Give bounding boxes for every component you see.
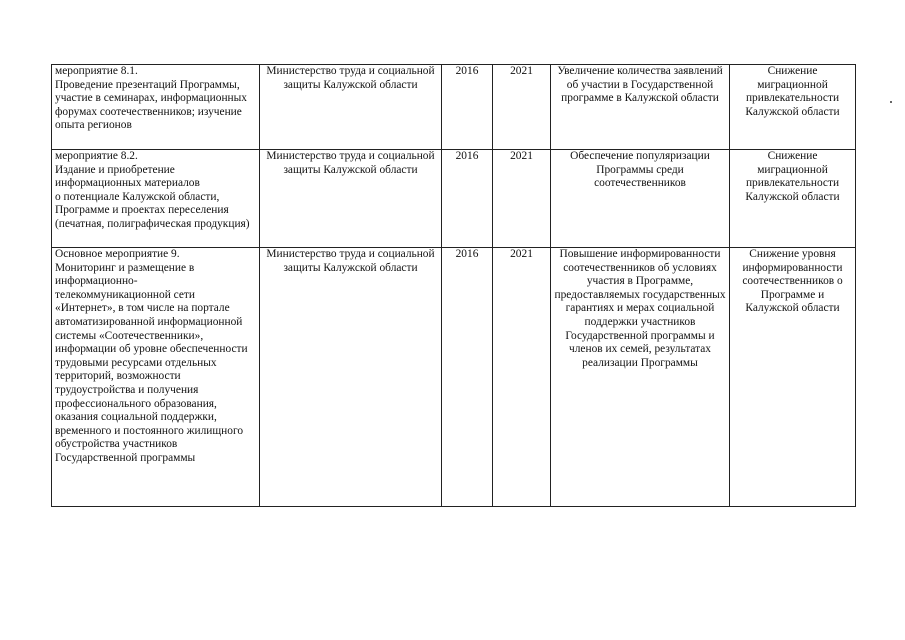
activity-cell: Основное мероприятие 9. Мониторинг и размещение в информационно- телекоммуникационной сети «Интернет», в том числе на портале автоматизированной информационной системы «Соотечественники», информации об уровне обеспеченности трудовыми ресурсами отдельных территорий, возможности трудоустройства и получения профессионального образования, оказания социальной поддержки, временного и постоянного жилищного обустройства участников Государственной программы — [52, 248, 260, 507]
executor-cell: Министерство труда и социальной защиты Калужской области — [260, 150, 442, 248]
executor-cell: Министерство труда и социальной защиты Калужской области — [260, 65, 442, 150]
table-row — [52, 150, 856, 248]
consequence-cell: Снижение миграционной привлекательности Калужской области — [730, 65, 856, 150]
measures-table — [51, 64, 856, 507]
start-year-cell: 2016 — [442, 65, 493, 150]
start-year-cell: 2016 — [442, 248, 493, 507]
consequence-cell: Снижение уровня информированности соотечественников о Программе и Калужской области — [730, 248, 856, 507]
consequence-cell: Снижение миграционной привлекательности Калужской области — [730, 150, 856, 248]
table-row — [52, 248, 856, 507]
start-year-cell: 2016 — [442, 150, 493, 248]
table-row — [52, 65, 856, 150]
end-year-cell: 2021 — [493, 248, 551, 507]
scan-speck — [890, 101, 892, 103]
end-year-cell: 2021 — [493, 150, 551, 248]
expected-result-cell: Обеспечение популяризации Программы среди соотечественников — [551, 150, 730, 248]
end-year-cell: 2021 — [493, 65, 551, 150]
activity-cell: мероприятие 8.2. Издание и приобретение информационных материалов о потенциале Калужской области, Программе и проектах переселения (печатная, полиграфическая продукция) — [52, 150, 260, 248]
expected-result-cell: Увеличение количества заявлений об участии в Государственной программе в Калужской области — [551, 65, 730, 150]
executor-cell: Министерство труда и социальной защиты Калужской области — [260, 248, 442, 507]
activity-cell: мероприятие 8.1. Проведение презентаций Программы, участие в семинарах, информационных форумах соотечественников; изучение опыта регионов — [52, 65, 260, 150]
expected-result-cell: Повышение информированности соотечественников об условиях участия в Программе, предоставляемых государственных гарантиях и мерах социальной поддержки участников Государственной программы и членов их семей, результатах реализации Программы — [551, 248, 730, 507]
